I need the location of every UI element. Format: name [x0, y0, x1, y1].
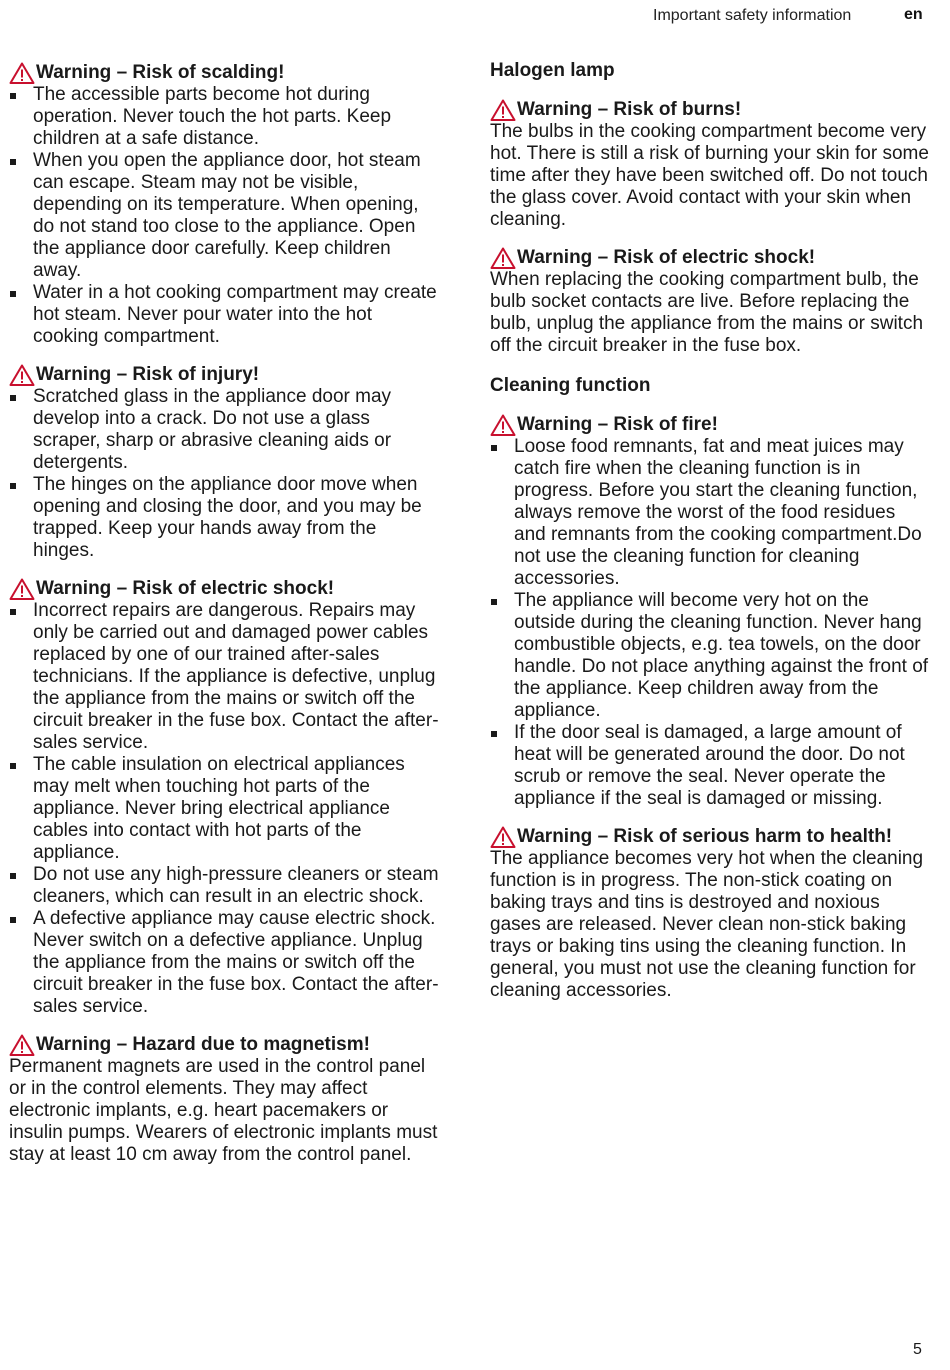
section-halogen-lamp [490, 60, 930, 357]
warning-scalding [9, 62, 441, 348]
warning-triangle-icon [490, 414, 517, 436]
bullet-square [10, 291, 16, 297]
warning-triangle-icon [490, 247, 517, 269]
warning-list [9, 84, 441, 348]
left-column [9, 62, 441, 1182]
page-number: 5 [913, 1341, 922, 1358]
warning-title: Warning – Hazard due to magnetism! [9, 1034, 441, 1056]
warning-burns [490, 99, 930, 231]
warning-text: The bulbs in the cooking compartment become very hot. There is still a risk of burning your skin for some time after they have been switched off. Do not touch the glass cover. Avoid contact with your skin when cleaning. [490, 121, 929, 230]
list-item: The accessible parts become hot during operation. Never touch the hot parts. Keep children at a safe distance. [9, 84, 441, 150]
warning-title: Warning – Risk of injury! [9, 364, 441, 386]
warning-triangle-icon [9, 1034, 36, 1056]
warning-title: Warning – Risk of serious harm to health! [490, 826, 930, 848]
list-item: A defective appliance may cause electric shock. Never switch on a defective appliance. Unplug the appliance from the mains or switch off the circuit breaker in the fuse box. Contact the after-sales service. [9, 908, 441, 1018]
warning-text: The appliance becomes very hot when the cleaning function is in progress. The non-stick coating on baking trays and tins is destroyed and noxious gases are released. Never clean non-stick baking trays or baking tins using the cleaning function. In general, you must not use the cleaning function for cleaning accessories. [490, 848, 924, 1001]
list-item: Water in a hot cooking compartment may create hot steam. Never pour water into the hot cooking compartment. [9, 282, 441, 348]
warning-text: When replacing the cooking compartment bulb, the bulb socket contacts are live. Before replacing the bulb, unplug the appliance from the mains or switch off the circuit breaker in the fuse box. [490, 269, 924, 356]
warning-title: Warning – Risk of electric shock! [490, 247, 930, 269]
warning-title: Warning – Risk of electric shock! [9, 578, 441, 600]
warning-health [490, 826, 930, 1002]
warning-magnetism [9, 1034, 441, 1166]
warning-electric-shock [9, 578, 441, 1018]
list-item: Scratched glass in the appliance door may develop into a crack. Do not use a glass scraper, sharp or abrasive cleaning aids or detergents. [9, 386, 441, 474]
warning-triangle-icon [9, 578, 36, 600]
warning-triangle-icon [9, 62, 36, 84]
bullet-square [10, 917, 16, 923]
list-item: Loose food remnants, fat and meat juices may catch fire when the cleaning function is in progress. Before you start the cleaning function, always remove the worst of the food residues and remnants from the cooking compartment.Do not use the cleaning function for cleaning accessories. [490, 436, 930, 590]
list-item: The cable insulation on electrical appliances may melt when touching hot parts of the appliance. Never bring electrical appliance cables into contact with hot parts of the appliance. [9, 754, 441, 864]
warning-triangle-icon [490, 826, 517, 848]
bullet-square [491, 599, 497, 605]
section-cleaning-function [490, 375, 930, 1002]
list-item: When you open the appliance door, hot steam can escape. Steam may not be visible, depending on its temperature. When opening, do not stand too close to the appliance. Open the appliance door carefully. Keep children away. [9, 150, 441, 282]
section-heading: Halogen lamp [490, 60, 615, 81]
list-item: The hinges on the appliance door move when opening and closing the door, and you may be trapped. Keep your hands away from the hinges. [9, 474, 441, 562]
list-item: Do not use any high-pressure cleaners or steam cleaners, which can result in an electric shock. [9, 864, 441, 908]
warning-triangle-icon [9, 364, 36, 386]
warning-title: Warning – Risk of fire! [490, 414, 930, 436]
bullet-square [10, 159, 16, 165]
warning-title: Warning – Risk of burns! [490, 99, 930, 121]
warning-text: Permanent magnets are used in the control panel or in the control elements. They may affect electronic implants, e.g. heart pacemakers or insulin pumps. Wearers of electronic implants must stay at least 10 cm away from the control panel. [9, 1056, 438, 1165]
warning-injury [9, 364, 441, 562]
bullet-square [10, 763, 16, 769]
language-code: en [904, 6, 923, 23]
header-section-title: Important safety information [653, 7, 852, 24]
right-column [490, 60, 930, 1020]
bullet-square [10, 609, 16, 615]
bullet-square [10, 395, 16, 401]
bullet-square [10, 873, 16, 879]
warning-title: Warning – Risk of scalding! [9, 62, 441, 84]
warning-list [490, 436, 930, 810]
warning-list [9, 386, 441, 562]
warning-triangle-icon [490, 99, 517, 121]
bullet-square [491, 731, 497, 737]
list-item: If the door seal is damaged, a large amount of heat will be generated around the door. Do not scrub or remove the seal. Never operate the appliance if the seal is damaged or missing. [490, 722, 930, 810]
warning-list [9, 600, 441, 1018]
warning-fire [490, 414, 930, 810]
bullet-square [491, 445, 497, 451]
list-item: Incorrect repairs are dangerous. Repairs may only be carried out and damaged power cables replaced by one of our trained after-sales technicians. If the appliance is defective, unplug the appliance from the mains or switch off the circuit breaker in the fuse box. Contact the after-sales service. [9, 600, 441, 754]
list-item: The appliance will become very hot on the outside during the cleaning function. Never hang combustible objects, e.g. tea towels, on the door handle. Do not place anything against the front of the appliance. Keep children away from the appliance. [490, 590, 930, 722]
bullet-square [10, 93, 16, 99]
bullet-square [10, 483, 16, 489]
section-heading: Cleaning function [490, 375, 651, 396]
warning-electric-shock-bulb [490, 247, 930, 357]
